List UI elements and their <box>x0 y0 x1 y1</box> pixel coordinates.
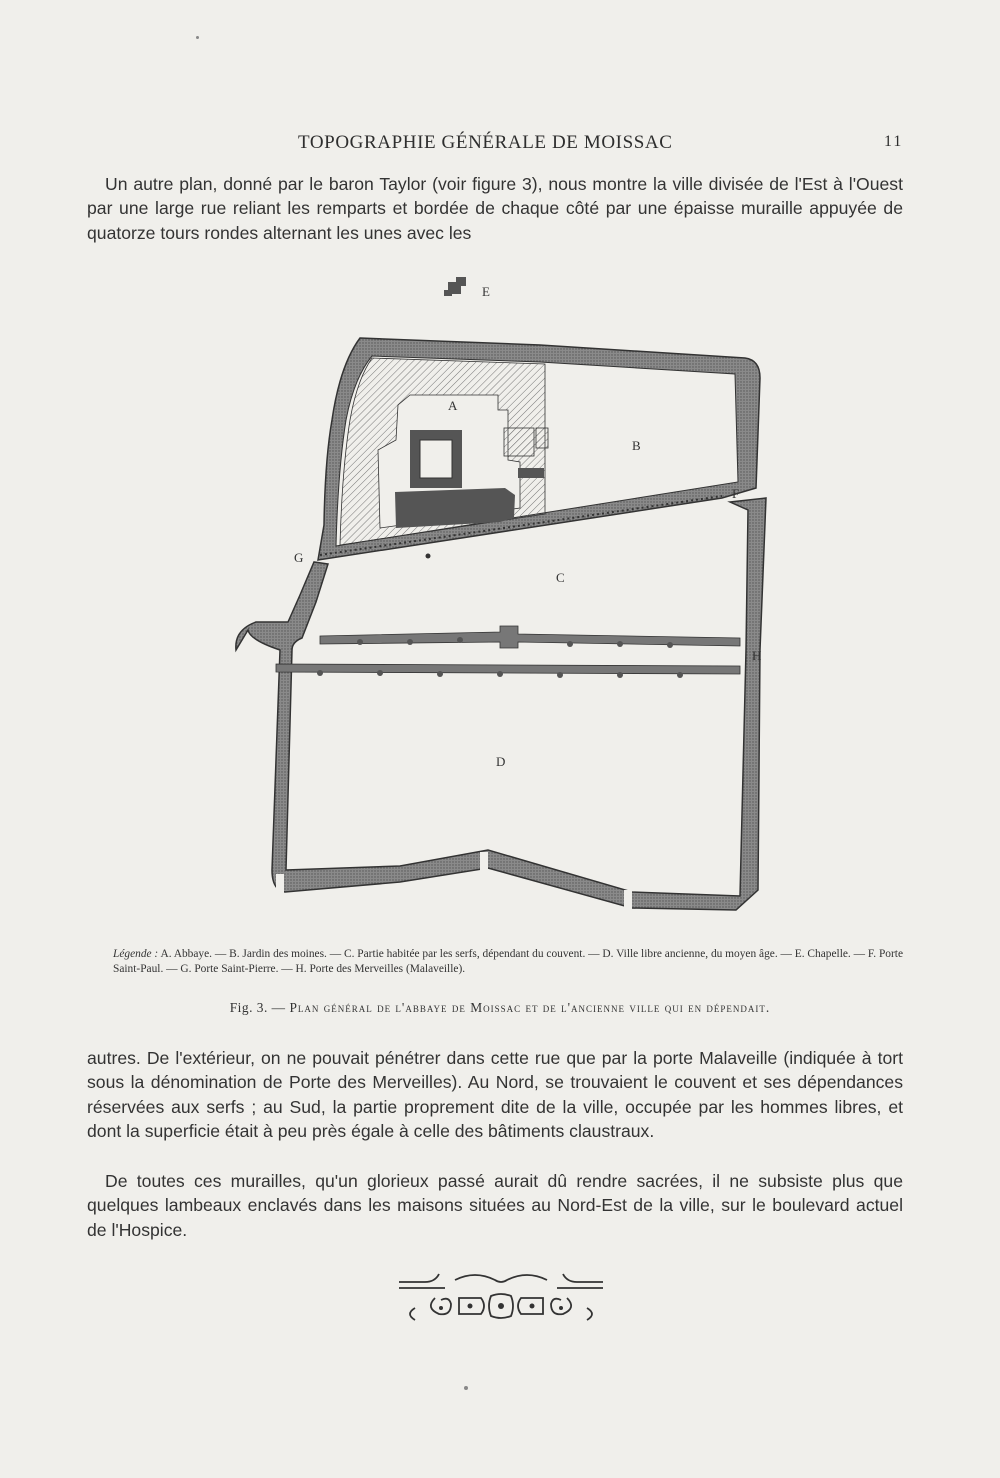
map-label-g: G <box>294 550 304 565</box>
paragraph-2 <box>87 1046 903 1144</box>
paper-speck <box>196 36 199 39</box>
page-number: 11 <box>884 133 904 150</box>
map-label-d: D <box>496 754 506 769</box>
map-label-c: C <box>556 570 565 585</box>
paragraph-1 <box>87 172 903 245</box>
running-head <box>0 132 1000 156</box>
caption-prefix: Fig. 3. — <box>229 1000 286 1015</box>
chapel-building <box>444 277 466 296</box>
town-plan-map <box>200 270 800 950</box>
map-label-f: F <box>732 486 740 501</box>
paragraph-2-text: autres. De l'extérieur, on ne pouvait pénétrer dans cette rue que par la porte Malaveille (indiquée à tort sous la dénomination de Porte des Merveilles). Au Nord, se trouvaient le couvent et ses dépendances réservées aux serfs ; au Sud, la partie proprement dite de la ville, occupée par les hommes libres, et dont la superficie était à peu près égale à celle des bâtiments claustraux. <box>87 1048 903 1142</box>
legend-text: A. Abbaye. — B. Jardin des moines. — C. Partie habitée par les serfs, dépendant du couvent. — D. Ville libre ancienne, du moyen âge. — E. Chapelle. — F. Porte Saint-Paul. — G. Porte Saint-Pierre. — H. Porte des Merveilles (Malaveille). <box>113 948 904 975</box>
abbey-church <box>395 488 515 528</box>
legend-label: Légende : <box>113 948 159 960</box>
caption-title: Plan général de l'abbaye de Moissac et de l'ancienne ville qui en dépendait. <box>289 1000 771 1015</box>
running-title: TOPOGRAPHIE GÉNÉRALE DE MOISSAC <box>298 132 673 153</box>
figure-caption <box>0 1000 1000 1016</box>
landmark-dot <box>426 554 431 559</box>
map-label-b: B <box>632 438 641 453</box>
paragraph-3 <box>87 1169 903 1242</box>
map-label-a: A <box>448 398 458 413</box>
paragraph-1-text: Un autre plan, donné par le baron Taylor (voir figure 3), nous montre la ville divisée de l'Est à l'Ouest par une large rue reliant les remparts et bordée de chaque côté par une épaisse muraille appuyée de quatorze tours rondes alternant les unes avec les <box>87 174 903 243</box>
tailpiece-ornament <box>395 1268 607 1326</box>
paragraph-3-text: De toutes ces murailles, qu'un glorieux passé aurait dû rendre sacrées, il ne subsiste plus que quelques lambeaux enclavés dans les maisons situées au Nord-Est de la ville, sur le boulevard actuel de l'Hospice. <box>87 1171 903 1240</box>
figure-map <box>200 270 800 950</box>
figure-legend <box>113 947 903 977</box>
paper-speck <box>464 1386 468 1390</box>
map-label-e: E <box>482 284 490 299</box>
south-rampart-wall <box>236 498 766 910</box>
map-label-h: H <box>752 648 762 663</box>
abbey-cloister <box>410 430 462 488</box>
street-walls <box>276 626 740 678</box>
